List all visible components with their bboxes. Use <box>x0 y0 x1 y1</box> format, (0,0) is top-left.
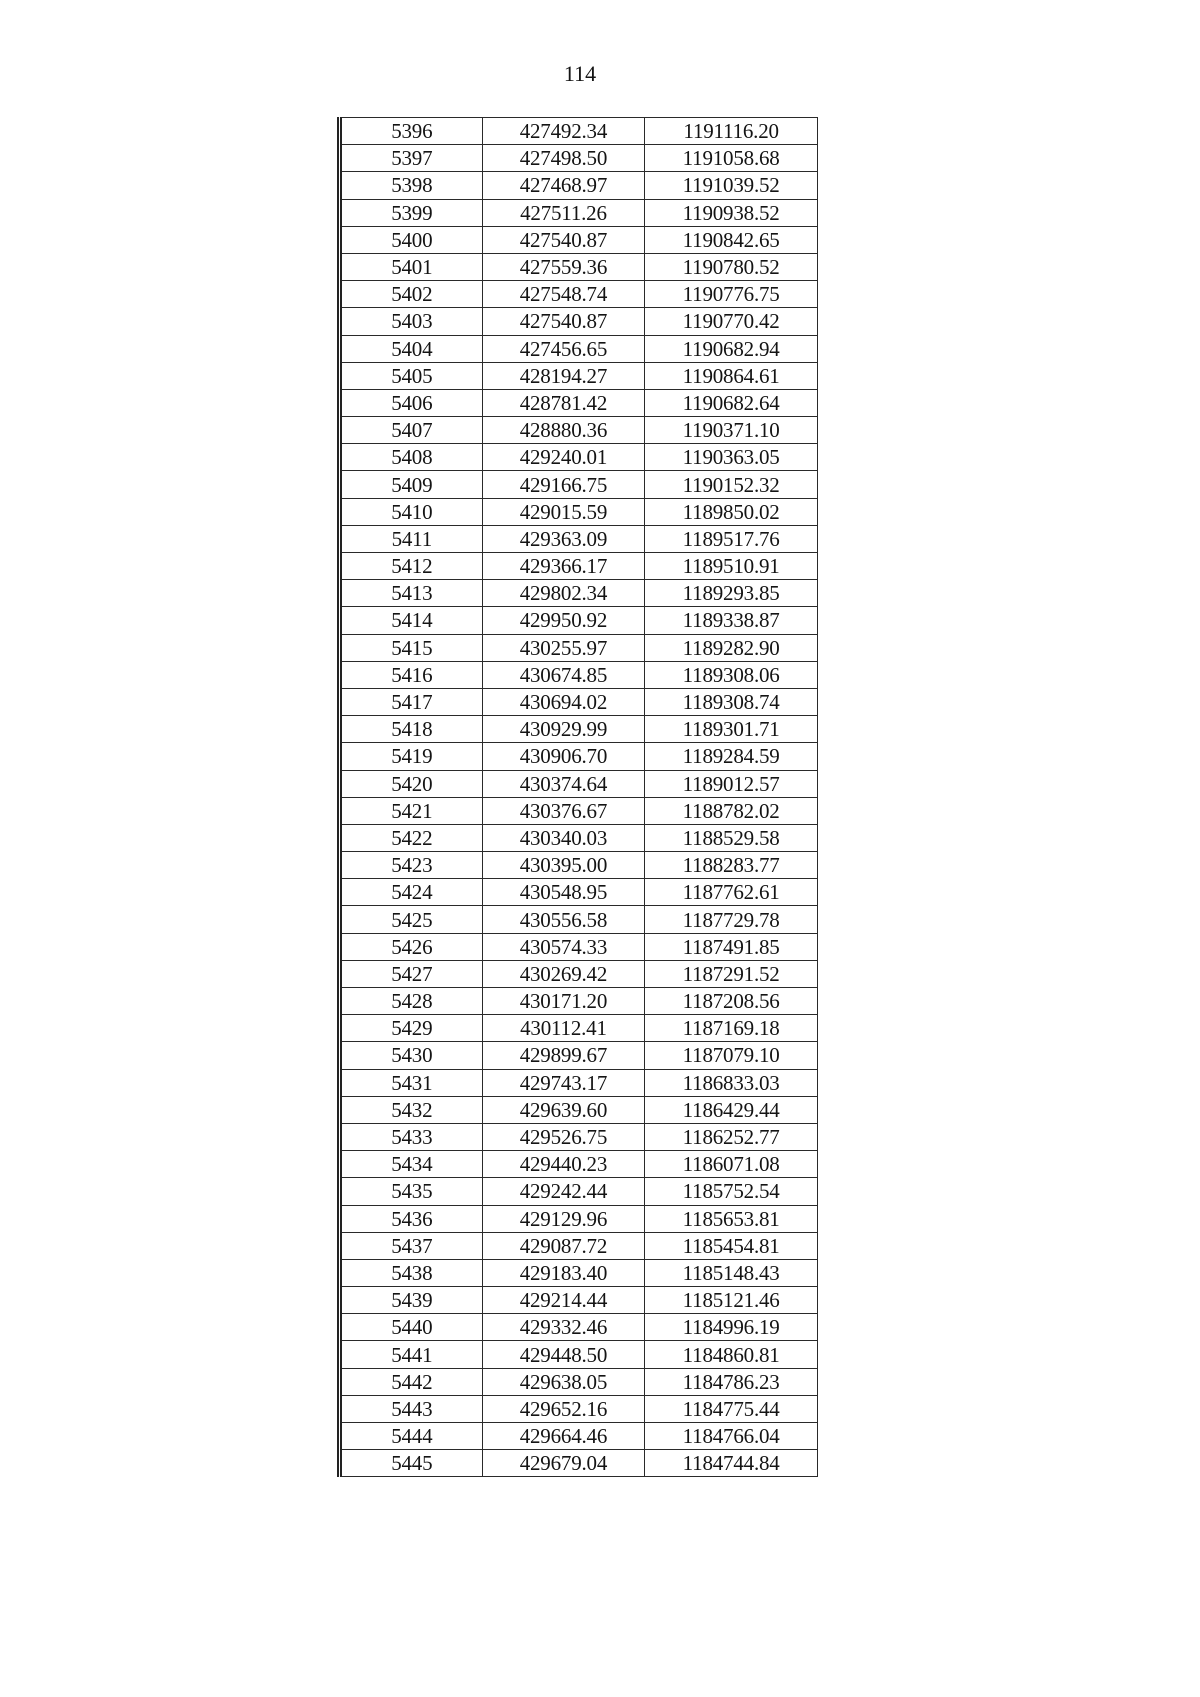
value-cell-second: 1191058.68 <box>645 145 818 172</box>
row-number-cell: 5439 <box>340 1287 483 1314</box>
value-cell-first: 430929.99 <box>482 716 645 743</box>
value-cell-first: 427468.97 <box>482 172 645 199</box>
row-number-cell: 5399 <box>340 199 483 226</box>
value-cell-first: 429366.17 <box>482 553 645 580</box>
row-number-cell: 5436 <box>340 1205 483 1232</box>
table-row <box>340 688 818 715</box>
row-number-cell: 5410 <box>340 498 483 525</box>
value-cell-first: 429639.60 <box>482 1096 645 1123</box>
value-cell-second: 1189308.74 <box>645 688 818 715</box>
table-row <box>340 988 818 1015</box>
row-number-cell: 5435 <box>340 1178 483 1205</box>
value-cell-second: 1190938.52 <box>645 199 818 226</box>
table-row <box>340 879 818 906</box>
table-row <box>340 770 818 797</box>
table-row <box>340 1123 818 1150</box>
value-cell-first: 428781.42 <box>482 389 645 416</box>
value-cell-second: 1189517.76 <box>645 525 818 552</box>
value-cell-first: 430269.42 <box>482 960 645 987</box>
value-cell-first: 427456.65 <box>482 335 645 362</box>
value-cell-second: 1184775.44 <box>645 1395 818 1422</box>
row-number-cell: 5404 <box>340 335 483 362</box>
table-row <box>340 362 818 389</box>
value-cell-second: 1186252.77 <box>645 1123 818 1150</box>
value-cell-first: 427540.87 <box>482 308 645 335</box>
row-number-cell: 5403 <box>340 308 483 335</box>
table-row <box>340 335 818 362</box>
value-cell-second: 1189284.59 <box>645 743 818 770</box>
table-row <box>340 661 818 688</box>
row-number-cell: 5432 <box>340 1096 483 1123</box>
value-cell-first: 427498.50 <box>482 145 645 172</box>
value-cell-first: 430694.02 <box>482 688 645 715</box>
table-row <box>340 118 818 145</box>
value-cell-second: 1185148.43 <box>645 1259 818 1286</box>
value-cell-first: 429129.96 <box>482 1205 645 1232</box>
value-cell-first: 430395.00 <box>482 852 645 879</box>
value-cell-first: 430374.64 <box>482 770 645 797</box>
table-row <box>340 607 818 634</box>
value-cell-second: 1187169.18 <box>645 1015 818 1042</box>
table-row <box>340 253 818 280</box>
table-row <box>340 281 818 308</box>
table-row <box>340 308 818 335</box>
row-number-cell: 5421 <box>340 797 483 824</box>
value-cell-second: 1189293.85 <box>645 580 818 607</box>
row-number-cell: 5416 <box>340 661 483 688</box>
value-cell-first: 427492.34 <box>482 118 645 145</box>
value-cell-first: 429950.92 <box>482 607 645 634</box>
row-number-cell: 5430 <box>340 1042 483 1069</box>
table-row <box>340 743 818 770</box>
table-row <box>340 389 818 416</box>
table-row <box>340 145 818 172</box>
table-row <box>340 852 818 879</box>
value-cell-second: 1187491.85 <box>645 933 818 960</box>
row-number-cell: 5418 <box>340 716 483 743</box>
table-row <box>340 1205 818 1232</box>
value-cell-second: 1190780.52 <box>645 253 818 280</box>
row-number-cell: 5443 <box>340 1395 483 1422</box>
value-cell-second: 1186071.08 <box>645 1151 818 1178</box>
value-cell-first: 429183.40 <box>482 1259 645 1286</box>
value-cell-first: 429166.75 <box>482 471 645 498</box>
value-cell-first: 430906.70 <box>482 743 645 770</box>
value-cell-second: 1190842.65 <box>645 226 818 253</box>
value-cell-first: 429332.46 <box>482 1314 645 1341</box>
row-number-cell: 5396 <box>340 118 483 145</box>
value-cell-second: 1185752.54 <box>645 1178 818 1205</box>
value-cell-first: 430574.33 <box>482 933 645 960</box>
row-number-cell: 5398 <box>340 172 483 199</box>
table-body <box>340 118 818 1477</box>
value-cell-second: 1189850.02 <box>645 498 818 525</box>
row-number-cell: 5434 <box>340 1151 483 1178</box>
table-row <box>340 1069 818 1096</box>
row-number-cell: 5401 <box>340 253 483 280</box>
value-cell-first: 429240.01 <box>482 444 645 471</box>
value-cell-first: 427511.26 <box>482 199 645 226</box>
value-cell-second: 1188529.58 <box>645 824 818 851</box>
value-cell-first: 429802.34 <box>482 580 645 607</box>
value-cell-first: 429664.46 <box>482 1423 645 1450</box>
row-number-cell: 5408 <box>340 444 483 471</box>
row-number-cell: 5415 <box>340 634 483 661</box>
row-number-cell: 5427 <box>340 960 483 987</box>
table-row <box>340 1042 818 1069</box>
table-row <box>340 1232 818 1259</box>
row-number-cell: 5438 <box>340 1259 483 1286</box>
value-cell-first: 429679.04 <box>482 1450 645 1477</box>
value-cell-first: 429214.44 <box>482 1287 645 1314</box>
table-row <box>340 933 818 960</box>
row-number-cell: 5431 <box>340 1069 483 1096</box>
value-cell-first: 429440.23 <box>482 1151 645 1178</box>
row-number-cell: 5440 <box>340 1314 483 1341</box>
value-cell-second: 1188782.02 <box>645 797 818 824</box>
table-row <box>340 471 818 498</box>
row-number-cell: 5417 <box>340 688 483 715</box>
row-number-cell: 5428 <box>340 988 483 1015</box>
table-row <box>340 553 818 580</box>
row-number-cell: 5444 <box>340 1423 483 1450</box>
table-row <box>340 1287 818 1314</box>
value-cell-second: 1185454.81 <box>645 1232 818 1259</box>
value-cell-second: 1190776.75 <box>645 281 818 308</box>
value-cell-second: 1187079.10 <box>645 1042 818 1069</box>
table-row <box>340 199 818 226</box>
table-row <box>340 498 818 525</box>
row-number-cell: 5437 <box>340 1232 483 1259</box>
table-row <box>340 634 818 661</box>
value-cell-second: 1190682.64 <box>645 389 818 416</box>
value-cell-second: 1184744.84 <box>645 1450 818 1477</box>
row-number-cell: 5400 <box>340 226 483 253</box>
row-number-cell: 5423 <box>340 852 483 879</box>
value-cell-first: 428194.27 <box>482 362 645 389</box>
table-row <box>340 1423 818 1450</box>
table-row <box>340 444 818 471</box>
row-number-cell: 5413 <box>340 580 483 607</box>
value-cell-first: 430548.95 <box>482 879 645 906</box>
table-row <box>340 1151 818 1178</box>
value-cell-second: 1190770.42 <box>645 308 818 335</box>
value-cell-second: 1188283.77 <box>645 852 818 879</box>
value-cell-second: 1186429.44 <box>645 1096 818 1123</box>
value-cell-second: 1187762.61 <box>645 879 818 906</box>
value-cell-second: 1191039.52 <box>645 172 818 199</box>
row-number-cell: 5407 <box>340 417 483 444</box>
value-cell-second: 1187729.78 <box>645 906 818 933</box>
row-number-cell: 5411 <box>340 525 483 552</box>
value-cell-first: 429526.75 <box>482 1123 645 1150</box>
row-number-cell: 5412 <box>340 553 483 580</box>
value-cell-second: 1189282.90 <box>645 634 818 661</box>
value-cell-first: 430556.58 <box>482 906 645 933</box>
row-number-cell: 5402 <box>340 281 483 308</box>
value-cell-first: 429448.50 <box>482 1341 645 1368</box>
row-number-cell: 5406 <box>340 389 483 416</box>
value-cell-second: 1184996.19 <box>645 1314 818 1341</box>
table-row <box>340 580 818 607</box>
table-row <box>340 1015 818 1042</box>
value-cell-first: 430171.20 <box>482 988 645 1015</box>
table-row <box>340 172 818 199</box>
table-row <box>340 1395 818 1422</box>
table-row <box>340 1178 818 1205</box>
value-cell-first: 429652.16 <box>482 1395 645 1422</box>
table-row <box>340 1341 818 1368</box>
table-row <box>340 824 818 851</box>
value-cell-second: 1189510.91 <box>645 553 818 580</box>
row-number-cell: 5429 <box>340 1015 483 1042</box>
row-number-cell: 5422 <box>340 824 483 851</box>
value-cell-second: 1187291.52 <box>645 960 818 987</box>
table-row <box>340 525 818 552</box>
value-cell-first: 430255.97 <box>482 634 645 661</box>
value-cell-first: 427548.74 <box>482 281 645 308</box>
table-row <box>340 797 818 824</box>
value-cell-second: 1186833.03 <box>645 1069 818 1096</box>
table-row <box>340 1450 818 1477</box>
value-cell-first: 427559.36 <box>482 253 645 280</box>
value-cell-first: 427540.87 <box>482 226 645 253</box>
value-cell-second: 1190371.10 <box>645 417 818 444</box>
value-cell-second: 1184860.81 <box>645 1341 818 1368</box>
value-cell-second: 1190682.94 <box>645 335 818 362</box>
value-cell-first: 429743.17 <box>482 1069 645 1096</box>
table-row <box>340 417 818 444</box>
row-number-cell: 5420 <box>340 770 483 797</box>
table-row <box>340 1314 818 1341</box>
value-cell-first: 428880.36 <box>482 417 645 444</box>
row-number-cell: 5409 <box>340 471 483 498</box>
value-cell-second: 1184786.23 <box>645 1368 818 1395</box>
value-cell-second: 1187208.56 <box>645 988 818 1015</box>
value-cell-first: 430674.85 <box>482 661 645 688</box>
value-cell-second: 1189338.87 <box>645 607 818 634</box>
row-number-cell: 5445 <box>340 1450 483 1477</box>
row-number-cell: 5441 <box>340 1341 483 1368</box>
value-cell-first: 429899.67 <box>482 1042 645 1069</box>
value-cell-second: 1189012.57 <box>645 770 818 797</box>
value-cell-first: 429087.72 <box>482 1232 645 1259</box>
table-row <box>340 906 818 933</box>
row-number-cell: 5419 <box>340 743 483 770</box>
row-number-cell: 5397 <box>340 145 483 172</box>
value-cell-first: 430376.67 <box>482 797 645 824</box>
value-cell-second: 1185121.46 <box>645 1287 818 1314</box>
row-number-cell: 5442 <box>340 1368 483 1395</box>
value-cell-second: 1189308.06 <box>645 661 818 688</box>
row-number-cell: 5433 <box>340 1123 483 1150</box>
value-cell-first: 429242.44 <box>482 1178 645 1205</box>
value-cell-first: 430112.41 <box>482 1015 645 1042</box>
table-row <box>340 1368 818 1395</box>
row-number-cell: 5425 <box>340 906 483 933</box>
table-row <box>340 1259 818 1286</box>
value-cell-second: 1184766.04 <box>645 1423 818 1450</box>
value-cell-second: 1185653.81 <box>645 1205 818 1232</box>
value-cell-second: 1189301.71 <box>645 716 818 743</box>
table-row <box>340 1096 818 1123</box>
value-cell-first: 429015.59 <box>482 498 645 525</box>
page-number: 114 <box>563 61 597 86</box>
row-number-cell: 5414 <box>340 607 483 634</box>
table-row <box>340 226 818 253</box>
coordinate-table <box>337 117 818 1477</box>
table-row <box>340 960 818 987</box>
table-row <box>340 716 818 743</box>
value-cell-second: 1190864.61 <box>645 362 818 389</box>
value-cell-second: 1191116.20 <box>645 118 818 145</box>
row-number-cell: 5405 <box>340 362 483 389</box>
value-cell-first: 429363.09 <box>482 525 645 552</box>
row-number-cell: 5424 <box>340 879 483 906</box>
value-cell-first: 429638.05 <box>482 1368 645 1395</box>
row-number-cell: 5426 <box>340 933 483 960</box>
value-cell-first: 430340.03 <box>482 824 645 851</box>
value-cell-second: 1190363.05 <box>645 444 818 471</box>
value-cell-second: 1190152.32 <box>645 471 818 498</box>
